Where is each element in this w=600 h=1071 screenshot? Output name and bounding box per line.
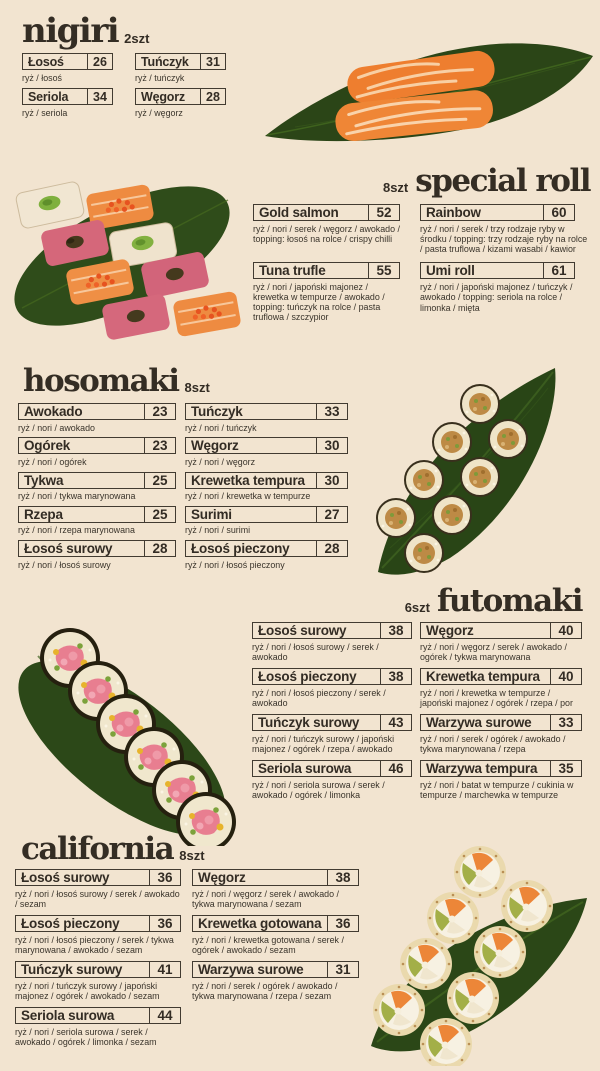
section-title: futomaki: [436, 583, 582, 619]
item-name: Łosoś surowy: [258, 623, 347, 638]
item-ingredients: ryż / nori / serek / węgorz / awokado / topping: łosoś na rolce / crispy chilli: [253, 223, 400, 244]
item-price: 36: [327, 916, 358, 931]
items-column-left: [22, 53, 113, 118]
item-box: [185, 506, 348, 523]
items-column-right: [135, 53, 226, 118]
item-name: Surimi: [191, 506, 232, 522]
item-ingredients: ryż / nori / japoński majonez / krewetka w tempurze / awokado / topping: tuńczyk na rolce / pasta truflowa / szczypior: [253, 281, 385, 323]
item-name: Tuna trufle: [259, 263, 326, 278]
item-price: 52: [368, 205, 399, 220]
section-header: [252, 583, 582, 619]
item-name: Warzywa surowe: [426, 715, 532, 731]
item-ingredients: ryż / nori / serek / trzy rodzaje ryby w środku / topping: trzy rodzaje ryby na rolce / pasta truflowa / kizami wasabi / kawior: [420, 223, 588, 255]
item-box: [185, 540, 348, 557]
item-price: 33: [550, 715, 581, 730]
item-price: 44: [149, 1008, 180, 1023]
item-price: 36: [149, 916, 180, 931]
items-columns: [253, 204, 590, 323]
item-name: Węgorz: [141, 89, 185, 104]
menu-item: [420, 714, 582, 754]
item-ingredients: ryż / nori / japoński majonez / tuńczyk / awokado / topping: seriola na rolce / limonka / mięta: [420, 281, 573, 313]
item-ingredients: ryż / nori / batat w tempurze / cukinia w tempurze / marchewka w tempurze: [420, 779, 574, 801]
item-box: [420, 622, 582, 639]
item-name: Krewetka tempura: [191, 472, 305, 488]
menu-item: [192, 915, 359, 955]
item-ingredients: ryż / nori / rzepa marynowana: [18, 525, 135, 536]
item-ingredients: ryż / nori / łosoś pieczony / serek / awokado: [252, 687, 386, 708]
item-name: Tuńczyk surowy: [21, 962, 123, 978]
menu-item: [252, 622, 412, 662]
section-header: [15, 831, 375, 867]
item-ingredients: ryż / nori / łosoś surowy / serek / awokado: [252, 641, 379, 662]
menu-item: [185, 437, 348, 467]
section-title: special roll: [415, 163, 590, 199]
section-hosomaki: [18, 363, 358, 570]
item-name: Seriola: [28, 89, 69, 104]
items-columns: [252, 622, 582, 801]
item-name: Awokado: [24, 404, 83, 419]
item-ingredients: ryż / nori / krewetka gotowana / serek / ogórek / awokado / sezam: [192, 934, 344, 955]
item-price: 34: [87, 89, 112, 104]
hosomaki-rolls-photo: [350, 358, 600, 595]
item-price: 23: [144, 404, 175, 419]
item-ingredients: ryż / nori / łosoś surowy: [18, 559, 111, 570]
item-box: [18, 437, 176, 454]
menu-item: [15, 961, 181, 1001]
item-price: 27: [316, 507, 347, 522]
item-box: [252, 622, 412, 639]
item-box: [253, 262, 400, 279]
california-rolls-photo: [355, 840, 600, 1071]
item-price: 41: [149, 962, 180, 977]
item-ingredients: ryż / nori / łosoś pieczony / serek / tykwa marynowana / awokado / sezam: [15, 934, 174, 955]
item-price: 40: [550, 623, 581, 638]
item-ingredients: ryż / nori / awokado: [18, 422, 95, 433]
items-column-left: [18, 403, 176, 570]
item-ingredients: ryż / nori / węgorz / serek / awokado / tykwa marynowana / sezam: [192, 888, 339, 909]
item-name: Umi roll: [426, 263, 475, 279]
item-price: 40: [550, 669, 581, 684]
item-price: 60: [543, 205, 574, 220]
items-column-right: [192, 869, 359, 1048]
item-ingredients: ryż / nori / krewetka w tempurze: [185, 491, 311, 502]
menu-item: [252, 668, 412, 708]
item-name: Tuńczyk: [141, 54, 189, 69]
items-column-right: [420, 204, 590, 323]
menu-item: [185, 540, 348, 570]
item-ingredients: ryż / seriola: [22, 107, 68, 118]
section-header: [18, 363, 358, 399]
item-price: 36: [149, 870, 180, 885]
menu-item: [192, 961, 359, 1001]
item-ingredients: ryż / nori / seriola surowa / serek / awokado / ogórek / limonka / sezam: [15, 1026, 157, 1048]
leaf-with-salmon-nigiri-illustration: [255, 15, 600, 160]
item-box: [18, 540, 176, 557]
item-box: [22, 53, 113, 70]
item-ingredients: ryż / nori / serek / ogórek / awokado / tykwa marynowana / rzepa: [420, 733, 566, 755]
item-price: 31: [200, 54, 225, 69]
item-box: [185, 472, 348, 489]
portion-count: 8szt: [179, 848, 205, 863]
item-name: Rainbow: [426, 205, 481, 220]
item-ingredients: ryż / nori / łosoś pieczony: [185, 559, 285, 570]
item-name: Ogórek: [24, 438, 71, 454]
item-ingredients: ryż / tuńczyk: [135, 72, 185, 83]
item-box: [192, 869, 359, 886]
item-ingredients: ryż / węgorz: [135, 107, 183, 118]
section-california: [15, 831, 375, 1048]
items-column-right: [420, 622, 582, 801]
item-price: 30: [316, 473, 347, 488]
items-columns: [15, 869, 375, 1048]
item-name: Węgorz: [191, 438, 239, 454]
item-name: Tuńczyk surowy: [258, 715, 360, 731]
item-price: 46: [380, 761, 411, 776]
section-title: hosomaki: [23, 363, 179, 399]
item-ingredients: ryż / nori / tuńczyk surowy / japoński majonez / ogórek / awokado / sezam: [15, 980, 160, 1002]
item-name: Seriola surowa: [21, 1008, 115, 1024]
item-box: [185, 437, 348, 454]
menu-item: [420, 204, 590, 254]
item-price: 38: [380, 623, 411, 638]
item-name: Łosoś surowy: [24, 541, 113, 557]
item-price: 38: [380, 669, 411, 684]
item-ingredients: ryż / nori / tykwa marynowana: [18, 491, 136, 502]
items-columns: [18, 403, 358, 570]
menu-item: [420, 262, 590, 312]
item-price: 31: [327, 962, 358, 977]
item-box: [192, 961, 359, 978]
item-ingredients: ryż / nori / łosoś surowy / serek / awokado / sezam: [15, 888, 180, 909]
item-ingredients: ryż / nori / surimi: [185, 525, 251, 536]
item-price: 23: [144, 438, 175, 453]
menu-item: [18, 506, 176, 536]
item-box: [420, 760, 582, 777]
items-column-left: [253, 204, 403, 323]
salmon-nigiri-photo: [255, 15, 600, 165]
item-box: [252, 714, 412, 731]
item-box: [15, 869, 181, 886]
item-name: Rzepa: [24, 506, 63, 522]
item-ingredients: ryż / nori / tuńczyk surowy / japoński majonez / ogórek / rzepa / awokado: [252, 733, 395, 755]
item-price: 28: [316, 541, 347, 556]
item-box: [15, 1007, 181, 1024]
item-box: [22, 88, 113, 105]
item-price: 28: [144, 541, 175, 556]
menu-item: [420, 668, 582, 708]
items-columns: [22, 53, 246, 118]
item-box: [18, 506, 176, 523]
item-name: Łosoś pieczony: [258, 669, 357, 685]
item-ingredients: ryż / nori / seriola surowa / serek / awokado / ogórek / limonka: [252, 779, 385, 801]
item-ingredients: ryż / nori / serek / ogórek / awokado / tykwa marynowana / rzepa / sezam: [192, 980, 338, 1002]
leaf-with-hosomaki-illustration: [350, 358, 600, 590]
portion-count: 8szt: [184, 380, 210, 395]
menu-item: [252, 760, 412, 800]
menu-item: [253, 262, 403, 323]
item-price: 25: [144, 473, 175, 488]
portion-count: 8szt: [382, 180, 409, 195]
item-box: [420, 714, 582, 731]
item-price: 28: [200, 89, 225, 104]
item-box: [18, 472, 176, 489]
item-name: Tuńczyk: [191, 404, 243, 419]
menu-item: [185, 472, 348, 502]
menu-item: [420, 760, 582, 800]
menu-item: [15, 869, 181, 909]
leaf-with-futomaki-illustration: [0, 598, 252, 846]
item-box: [420, 262, 575, 279]
item-name: Krewetka gotowana: [198, 916, 322, 932]
section-special-roll: [253, 163, 590, 323]
item-box: [252, 760, 412, 777]
section-title: california: [21, 831, 174, 867]
section-header: [22, 11, 246, 51]
item-price: 33: [316, 404, 347, 419]
items-column-left: [252, 622, 412, 801]
item-name: Tykwa: [24, 472, 64, 488]
leaf-with-california-rolls-illustration: [355, 840, 600, 1066]
item-price: 43: [380, 715, 411, 730]
menu-item: [18, 437, 176, 467]
item-box: [135, 88, 226, 105]
item-box: [253, 204, 400, 221]
portion-count: 6szt: [404, 600, 430, 615]
item-name: Krewetka tempura: [426, 669, 540, 685]
item-ingredients: ryż / nori / ogórek: [18, 456, 87, 467]
menu-item: [185, 506, 348, 536]
item-box: [135, 53, 226, 70]
item-box: [192, 915, 359, 932]
items-column-left: [15, 869, 181, 1048]
menu-item: [18, 403, 176, 433]
leaf-with-assorted-nigiri-illustration: [0, 150, 250, 362]
menu-item: [22, 88, 113, 118]
menu-item: [22, 53, 113, 83]
item-box: [252, 668, 412, 685]
item-ingredients: ryż / nori / tuńczyk: [185, 422, 257, 433]
item-name: Łosoś pieczony: [21, 916, 120, 932]
item-price: 25: [144, 507, 175, 522]
item-box: [18, 403, 176, 420]
item-name: Warzywa tempura: [426, 761, 538, 777]
item-box: [420, 204, 575, 221]
menu-item: [420, 622, 582, 662]
item-name: Warzywa surowe: [198, 962, 304, 978]
futomaki-rolls-photo: [0, 598, 252, 851]
item-ingredients: ryż / nori / węgorz / serek / awokado / ogórek / tykwa marynowana: [420, 641, 567, 662]
assorted-nigiri-photo: [0, 150, 250, 367]
item-price: 55: [368, 263, 399, 278]
items-column-right: [185, 403, 348, 570]
section-title: nigiri: [22, 11, 119, 51]
item-box: [15, 961, 181, 978]
item-name: Gold salmon: [259, 205, 339, 220]
item-price: 35: [550, 761, 581, 776]
item-name: Łosoś: [28, 54, 64, 69]
section-nigiri: [22, 11, 246, 118]
item-box: [185, 403, 348, 420]
menu-item: [15, 1007, 181, 1047]
menu-item: [135, 88, 226, 118]
section-header: [253, 163, 590, 199]
item-name: Węgorz: [198, 870, 246, 885]
item-price: 61: [543, 263, 574, 278]
portion-count: 2szt: [124, 31, 150, 46]
menu-item: [18, 472, 176, 502]
menu-item: [192, 869, 359, 909]
item-box: [420, 668, 582, 685]
item-price: 26: [87, 54, 112, 69]
item-name: Łosoś surowy: [21, 870, 110, 885]
menu-item: [15, 915, 181, 955]
menu-item: [185, 403, 348, 433]
menu-item: [18, 540, 176, 570]
menu-item: [135, 53, 226, 83]
item-name: Węgorz: [426, 623, 474, 638]
item-ingredients: ryż / łosoś: [22, 72, 62, 83]
item-ingredients: ryż / nori / krewetka w tempurze / japoński majonez / ogórek / rzepa / por: [420, 687, 573, 708]
item-price: 30: [316, 438, 347, 453]
item-ingredients: ryż / nori / węgorz: [185, 456, 256, 467]
item-box: [15, 915, 181, 932]
item-name: Łosoś pieczony: [191, 541, 290, 557]
menu-item: [253, 204, 403, 254]
menu-item: [252, 714, 412, 754]
item-name: Seriola surowa: [258, 761, 352, 777]
item-price: 38: [327, 870, 358, 885]
section-futomaki: [252, 583, 582, 801]
